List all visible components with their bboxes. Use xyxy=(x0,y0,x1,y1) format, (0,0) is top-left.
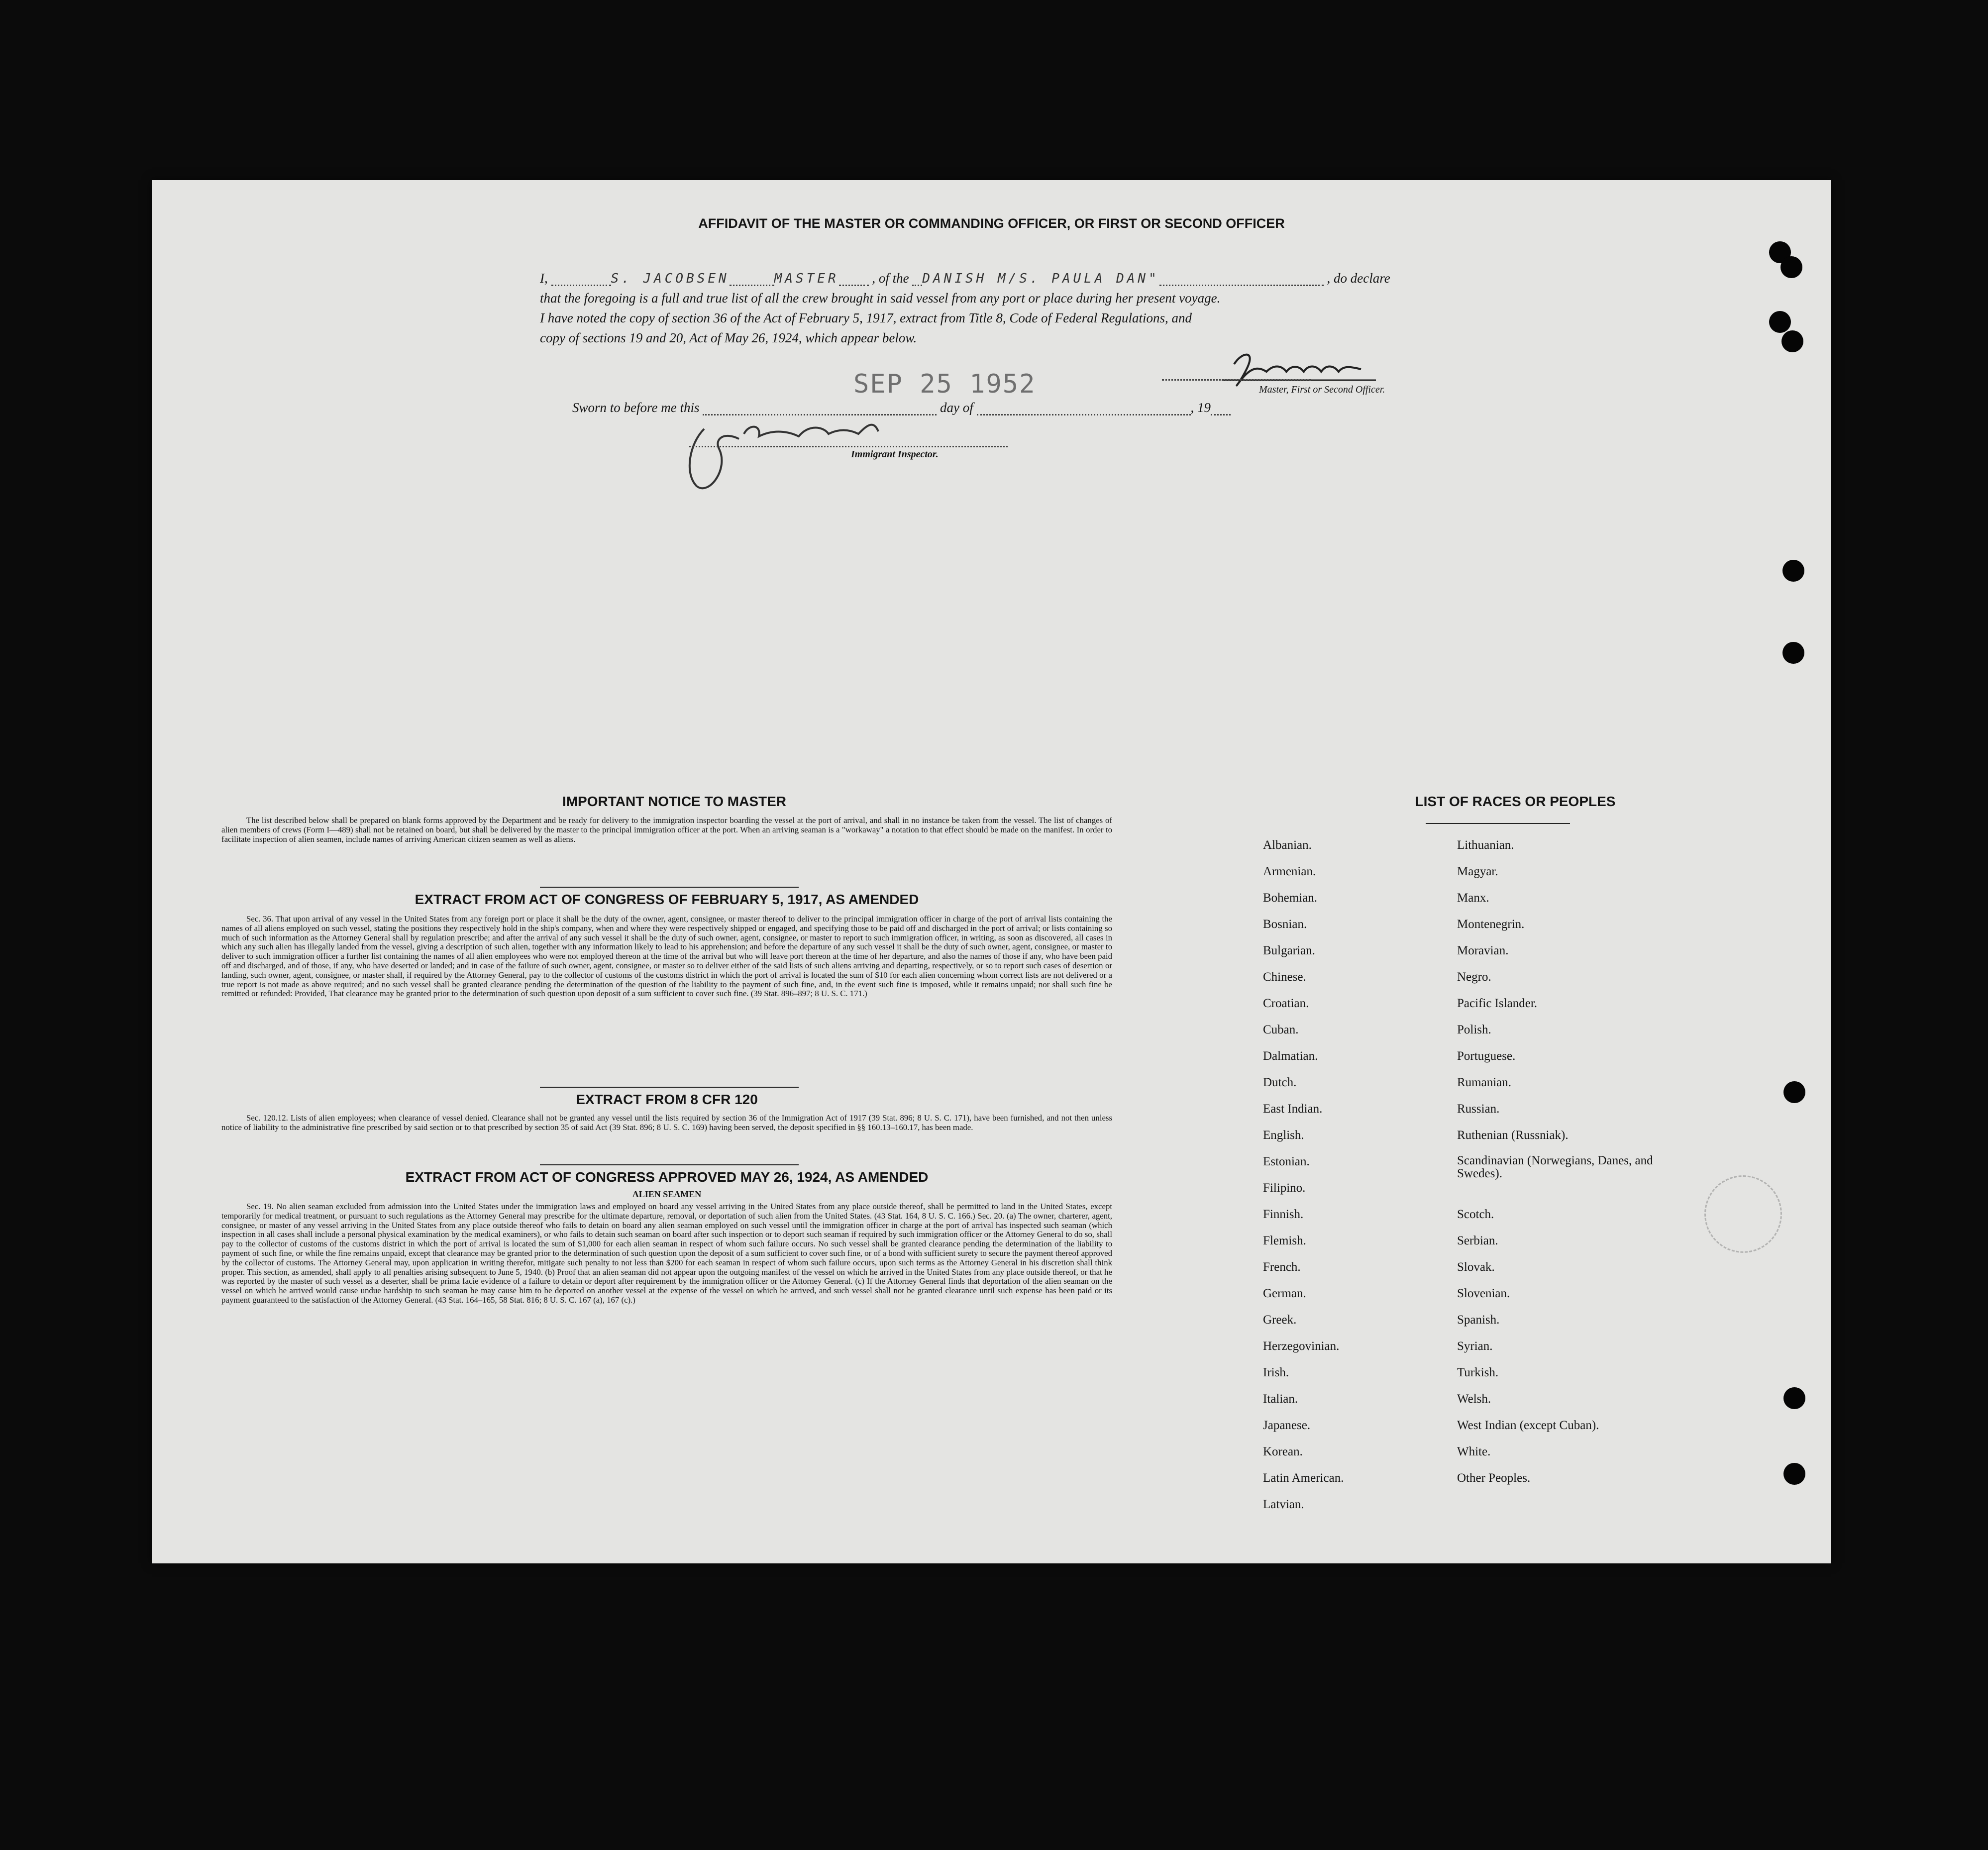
inspector-caption: Immigrant Inspector. xyxy=(851,449,939,460)
race-item: Filipino. xyxy=(1263,1181,1306,1195)
races-left-column xyxy=(1263,832,1462,1518)
race-item: Lithuanian. xyxy=(1457,838,1514,852)
sworn-line xyxy=(572,400,1231,415)
race-item: Cuban. xyxy=(1263,1023,1299,1036)
race-item: Finnish. xyxy=(1263,1208,1304,1221)
sworn-prefix: Sworn to before me this xyxy=(572,400,700,415)
race-item: Magyar. xyxy=(1457,865,1498,878)
race-item: Turkish. xyxy=(1457,1366,1499,1379)
race-item: Korean. xyxy=(1263,1445,1303,1458)
of-the-text: , of the xyxy=(872,271,909,286)
race-item: Serbian. xyxy=(1457,1234,1498,1247)
race-item: German. xyxy=(1263,1287,1306,1300)
race-item: Ruthenian (Russniak). xyxy=(1457,1129,1569,1142)
race-item: French. xyxy=(1263,1260,1301,1274)
affidavit-line-3: I have noted the copy of section 36 of the Act of February 5, 1917, extract from Title 8, Code of Federal Regulations, and xyxy=(540,310,1192,325)
race-item: English. xyxy=(1263,1129,1304,1142)
race-item: Irish. xyxy=(1263,1366,1289,1379)
extract-1924-title: EXTRACT FROM ACT OF CONGRESS APPROVED MAY 26, 1924, AS AMENDED xyxy=(405,1169,929,1185)
race-item: Estonian. xyxy=(1263,1155,1310,1168)
master-signature-line xyxy=(1162,379,1311,381)
divider-2 xyxy=(540,1087,799,1088)
year-prefix: , 19 xyxy=(1190,400,1211,415)
inspector-signature-line xyxy=(689,446,1008,447)
extract-8cfr-text: Sec. 120.12. Lists of alien employees; when clearance of vessel denied. Clearance shall not be granted any vessel until the lists required by section 36 of the Immigration Act of 1917 (39 Stat. 896; 8 U. S. C. 171), have been furnished, and not then unless notice of liability to the administrative fine prescribed by said section or to that prescribed by section 35 of said Act (39 Stat. 896; 8 U. S. C. 169) having been served, the deposit specified in §§ 160.13–160.17, has been made. xyxy=(221,1113,1112,1132)
race-item: Slovak. xyxy=(1457,1260,1495,1274)
race-item: White. xyxy=(1457,1445,1491,1458)
race-item: Polish. xyxy=(1457,1023,1491,1036)
notice-text: The list described below shall be prepared on blank forms approved by the Department and be ready for delivery to the immigration inspector boarding the vessel at the port of arrival, and shall in no instance be taken from the vessel. The list of changes of alien members of crews (Form I—489) shall not be retained on board, but shall be delivered by the master to the principal immigration officer at the port. When an arriving seaman is a "workaway" a notation to that effect should be made on the manifest. In order to facilitate inspection of alien seamen, include names of arriving American citizen seamen as well as aliens. xyxy=(221,816,1112,844)
race-item: Latvian. xyxy=(1263,1498,1304,1511)
race-item: Portuguese. xyxy=(1457,1049,1516,1063)
document-page xyxy=(152,180,1831,1563)
race-item: Scotch. xyxy=(1457,1208,1494,1221)
race-item: Scandinavian (Norwegians, Danes, and Swedes). xyxy=(1457,1154,1653,1180)
race-item: Greek. xyxy=(1263,1313,1297,1327)
extract-1924-text: Sec. 19. No alien seaman excluded from admission into the United States under the immigration laws and employed on board any vessel arriving in the United States from any place outside thereof, shall be permitted to land in the United States, except temporarily for medical treatment, or pursuant to such regulations as the Attorney General may prescribe for the ultimate departure, removal, or deportation of such alien from the United States. (43 Stat. 164, 8 U. S. C. 166.) Sec. 20. (a) The owner, charterer, agent, consignee, or master of any vessel arriving in the United States from any place outside thereof who fails to detain on board any alien seaman employed on such vessel until the immigration officer in charge at the port of arrival has inspected such seaman (which inspection in all cases shall include a personal physical examination by the medical examiners), or who fails to detain such seaman on board after such inspection or to deport such seaman if required by such immigration officer or the Attorney General to do so, shall pay to the collector of customs of the customs district in which the port of arrival is located the sum of $1,000 for each alien seaman in respect of whom such failure occurs. No such vessel shall be granted clearance pending the determination of the liability to payment of such fine, or while the fine remains unpaid, except that clearance may be granted prior to the determination of such question upon the deposit of a sum sufficient to cover such fine, or of a bond with sufficient surety to secure the payment thereof approved by the collector of customs. The Attorney General may, upon application in writing therefor, mitigate such penalty to not less than $200 for each seaman in respect of whom such failure occurs, upon such terms as the Attorney General in his discretion shall think proper. This section, as amended, shall apply to all penalties arising subsequent to June 5, 1940. (b) Proof that an alien seaman did not appear upon the outgoing manifest of the vessel on which he arrived in the United States from any place outside thereof, or that he was reported by the master of such vessel as a deserter, shall be prima facie evidence of a failure to detain or deport after requirement by the immigration officer or the Attorney General. (c) If the Attorney General finds that deportation of the alien seaman on the vessel on which he arrived would cause undue hardship to such seaman he may cause him to be deported on another vessel at the expense of the vessel on which he arrived, and such vessel shall not be granted clearance until such expense has been paid or its payment guaranteed to the satisfaction of the Attorney General. (43 Stat. 164–165, 58 Stat. 816; 8 U. S. C. 167 (a), 167 (c).) xyxy=(221,1202,1112,1305)
race-item: Armenian. xyxy=(1263,865,1316,878)
race-item: Welsh. xyxy=(1457,1392,1491,1406)
race-item: Montenegrin. xyxy=(1457,918,1525,931)
race-item: Italian. xyxy=(1263,1392,1298,1406)
master-name: S. JACOBSEN xyxy=(611,271,730,286)
race-item: Russian. xyxy=(1457,1102,1500,1116)
race-item: Syrian. xyxy=(1457,1339,1493,1353)
race-item: Japanese. xyxy=(1263,1419,1311,1432)
races-right-column xyxy=(1457,832,1676,1491)
race-item: Manx. xyxy=(1457,891,1489,905)
race-item: Herzegovinian. xyxy=(1263,1339,1340,1353)
race-item: Dutch. xyxy=(1263,1076,1297,1089)
extract-1917-text: Sec. 36. That upon arrival of any vessel in the United States from any foreign port or place it shall be the duty of the owner, agent, consignee, or master thereof to deliver to the principal immigration officer in charge of the port of arrival lists containing the names of all aliens employed on such vessel, stating the positions they respectively hold in the ship's company, when and where they were respectively shipped or engaged, and specifying those to be paid off and discharged in the port of arrival; or lists containing so much of such information as the Attorney General shall by regulation prescribe; and after the arrival of any such vessel it shall be the duty of such owner, agent, consignee, or master to report to such immigration officer, in writing, as soon as discovered, all cases in which any such alien has illegally landed from the vessel, giving a description of such alien, together with any information likely to lead to his apprehension; and before the departure of any such vessel it shall be the duty of such owner, agent, consignee, or master to deliver to such immigration officer a further list containing the names of all alien employees who were not employed thereon at the time of the arrival but who will leave port thereon at the time of her departure, and also the names of those if any, who have been paid off and discharged, and of those, if any, who have deserted or landed; and in case of the failure of such owner, agent, consignee, or master so to deliver either of the said lists of such aliens arriving and departing, respectively, or so to report such cases of desertion or landing, such owner, agent, consignee, or master shall, if required by the Attorney General, pay to the collector of customs of the customs district in which the port of arrival is located the sum of $10 for each alien concerning whom correct lists are not delivered or a true report is not made as above required; and no such vessel shall be granted clearance pending the determination of the question of the liability to the payment of such fine, and, in the event such fine is imposed, while it remains unpaid; nor shall such fine be remitted or refunded: Provided, That clearance may be granted prior to the determination of such question upon deposit of a sum sufficient to cover such fine. (39 Stat. 896–897; 8 U. S. C. 171.) xyxy=(221,914,1112,999)
faint-seal-stamp xyxy=(1704,1175,1782,1253)
master-rank: MASTER xyxy=(774,271,839,286)
race-item: Spanish. xyxy=(1457,1313,1500,1327)
binder-hole xyxy=(1780,256,1802,278)
notice-title: IMPORTANT NOTICE TO MASTER xyxy=(562,794,787,809)
races-title: LIST OF RACES OR PEOPLES xyxy=(1415,794,1616,809)
race-item: Latin American. xyxy=(1263,1471,1344,1485)
races-divider xyxy=(1426,823,1570,824)
affidavit-line-1 xyxy=(540,271,1390,286)
vessel-name: DANISH M/S. PAULA DAN" xyxy=(922,271,1159,286)
affidavit-line-4: copy of sections 19 and 20, Act of May 26, 1924, which appear below. xyxy=(540,330,917,345)
affidavit-line-2: that the foregoing is a full and true list of all the crew brought in said vessel from any port or place during her present voyage. xyxy=(540,291,1221,306)
race-item: Moravian. xyxy=(1457,944,1509,957)
race-item: Bulgarian. xyxy=(1263,944,1315,957)
race-item: Dalmatian. xyxy=(1263,1049,1318,1063)
race-item: Negro. xyxy=(1457,970,1491,984)
day-of-text: day of xyxy=(940,400,973,415)
race-item: Rumanian. xyxy=(1457,1076,1512,1089)
binder-hole xyxy=(1783,1387,1805,1409)
race-item: East Indian. xyxy=(1263,1102,1323,1116)
binder-hole xyxy=(1769,311,1791,333)
extract-1924-subtitle: ALIEN SEAMEN xyxy=(632,1189,702,1199)
binder-hole xyxy=(1783,1081,1805,1103)
binder-hole xyxy=(1781,330,1803,352)
divider-1 xyxy=(540,887,799,888)
binder-hole xyxy=(1782,560,1804,582)
binder-hole xyxy=(1783,1463,1805,1485)
extract-1917-title: EXTRACT FROM ACT OF CONGRESS OF FEBRUARY 5, 1917, AS AMENDED xyxy=(415,892,919,907)
binder-hole xyxy=(1782,642,1804,664)
race-item: Chinese. xyxy=(1263,970,1306,984)
affidavit-title: AFFIDAVIT OF THE MASTER OR COMMANDING OFFICER, OR FIRST OR SECOND OFFICER xyxy=(698,216,1285,231)
race-item: Flemish. xyxy=(1263,1234,1306,1247)
divider-3 xyxy=(540,1164,799,1165)
race-item: Bohemian. xyxy=(1263,891,1318,905)
race-item: Bosnian. xyxy=(1263,918,1307,931)
date-stamp: SEP 25 1952 xyxy=(853,369,1036,399)
master-caption: Master, First or Second Officer. xyxy=(1259,384,1385,395)
race-item: West Indian (except Cuban). xyxy=(1457,1419,1599,1432)
race-item: Pacific Islander. xyxy=(1457,997,1538,1010)
do-declare-text: , do declare xyxy=(1327,271,1390,286)
extract-8cfr-title: EXTRACT FROM 8 CFR 120 xyxy=(576,1092,758,1107)
race-item: Slovenian. xyxy=(1457,1287,1510,1300)
race-item: Albanian. xyxy=(1263,838,1312,852)
race-item: Other Peoples. xyxy=(1457,1471,1531,1485)
line1-prefix: I, xyxy=(540,271,548,286)
race-item: Croatian. xyxy=(1263,997,1309,1010)
